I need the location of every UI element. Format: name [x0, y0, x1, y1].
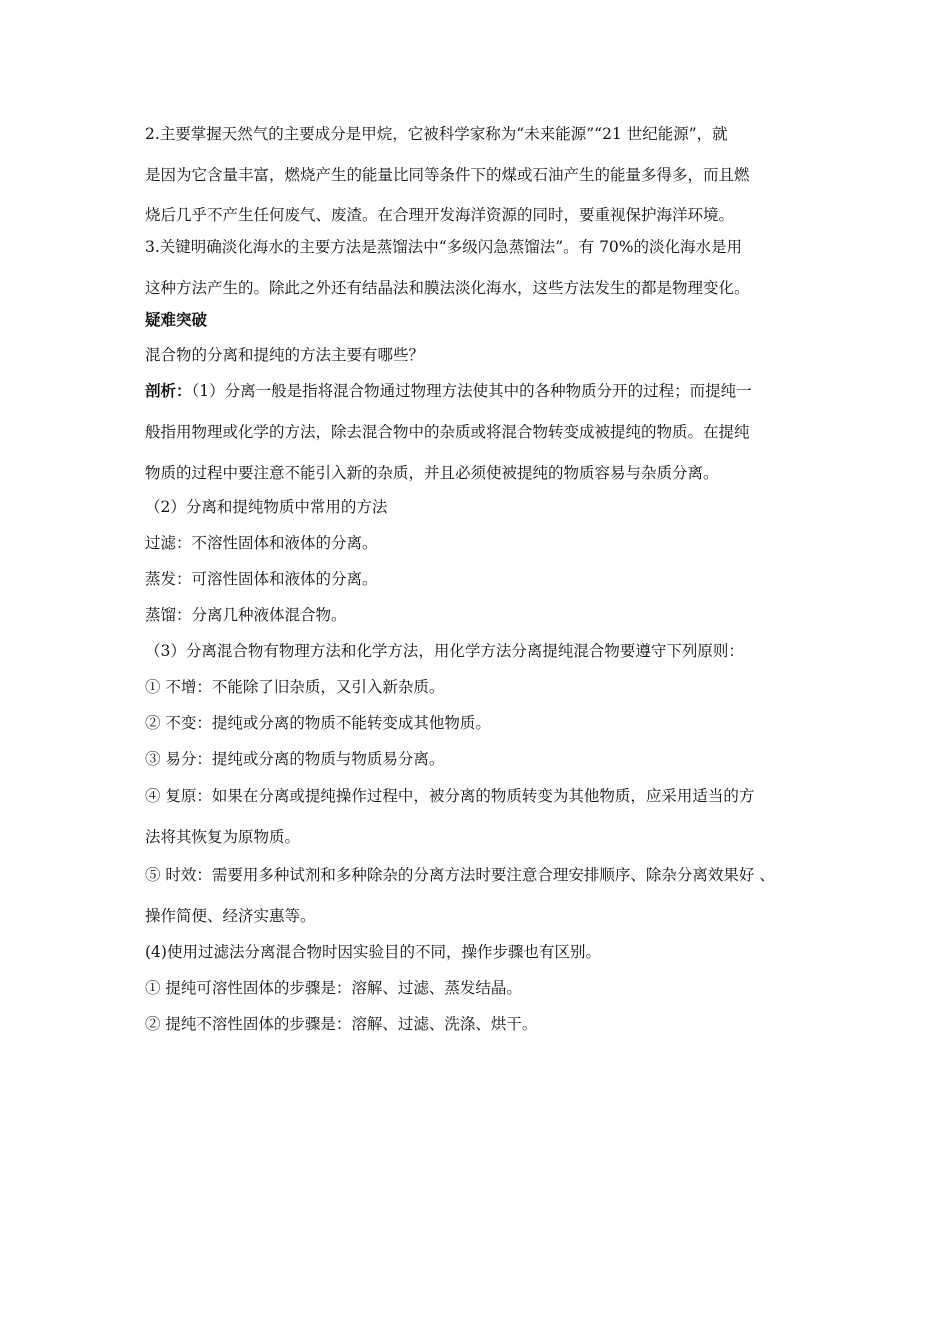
- analysis-label: 剖析：: [145, 381, 192, 400]
- principle-line: 操作简便、经济实惠等。: [145, 907, 316, 925]
- method-line: （3）分离混合物有物理方法和化学方法，用化学方法分离提纯混合物要遵守下列原则：: [145, 642, 744, 660]
- principle-line: ⑤ 时效：需要用多种试剂和多种除杂的分离方法时要注意合理安排顺序、除杂分离效果好 、: [145, 866, 775, 884]
- paragraph-line: 这种方法产生的。除此之外还有结晶法和膜法淡化海水，这些方法发生的都是物理变化。: [145, 279, 750, 297]
- paragraph-line: 是因为它含量丰富，燃烧产生的能量比同等条件下的煤或石油产生的能量多得多，而且燃: [145, 166, 750, 184]
- paragraph-line: 3.关键明确淡化海水的主要方法是蒸馏法中“多级闪急蒸馏法”。有 70%的淡化海水是用: [145, 238, 743, 256]
- paragraph-line: 烧后几乎不产生任何废气、废渣。在合理开发海洋资源的同时，要重视保护海洋环境。: [145, 206, 735, 224]
- method-line: 蒸馏：分离几种液体混合物。: [145, 606, 347, 624]
- principle-line: ③ 易分：提纯或分离的物质与物质易分离。: [145, 750, 445, 768]
- analysis-line: 物质的过程中要注意不能引入新的杂质，并且必须使被提纯的物质容易与杂质分离。: [145, 464, 719, 482]
- analysis-first-line: [145, 379, 820, 403]
- step-line: ② 提纯不溶性固体的步骤是：溶解、过滤、洗涤、烘干。: [145, 1015, 538, 1033]
- paragraph-line: 2.主要掌握天然气的主要成分是甲烷，它被科学家称为“未来能源”“21 世纪能源”，就: [145, 125, 728, 143]
- section-heading: 疑难突破: [145, 310, 208, 329]
- method-line: 蒸发：可溶性固体和液体的分离。: [145, 570, 378, 588]
- analysis-text: （1）分离一般是指将混合物通过物理方法使其中的各种物质分开的过程；而提纯一: [191, 382, 752, 400]
- document-body: [145, 122, 820, 1036]
- principle-line: ② 不变：提纯或分离的物质不能转变成其他物质。: [145, 714, 491, 732]
- question-text: 混合物的分离和提纯的方法主要有哪些？: [145, 346, 425, 364]
- method-line: 过滤：不溶性固体和液体的分离。: [145, 534, 378, 552]
- step-line: ① 提纯可溶性固体的步骤是：溶解、过滤、蒸发结晶。: [145, 979, 522, 997]
- method-line: （2）分离和提纯物质中常用的方法: [145, 498, 388, 516]
- principle-line: ④ 复原：如果在分离或提纯操作过程中，被分离的物质转变为其他物质，应采用适当的方: [145, 787, 755, 805]
- principle-line: ① 不增：不能除了旧杂质，又引入新杂质。: [145, 678, 445, 696]
- principle-line: 法将其恢复为原物质。: [145, 828, 301, 846]
- method-line: (4)使用过滤法分离混合物时因实验目的不同，操作步骤也有区别。: [145, 943, 601, 961]
- analysis-line: 般指用物理或化学的方法，除去混合物中的杂质或将混合物转变成被提纯的物质。在提纯: [145, 423, 750, 441]
